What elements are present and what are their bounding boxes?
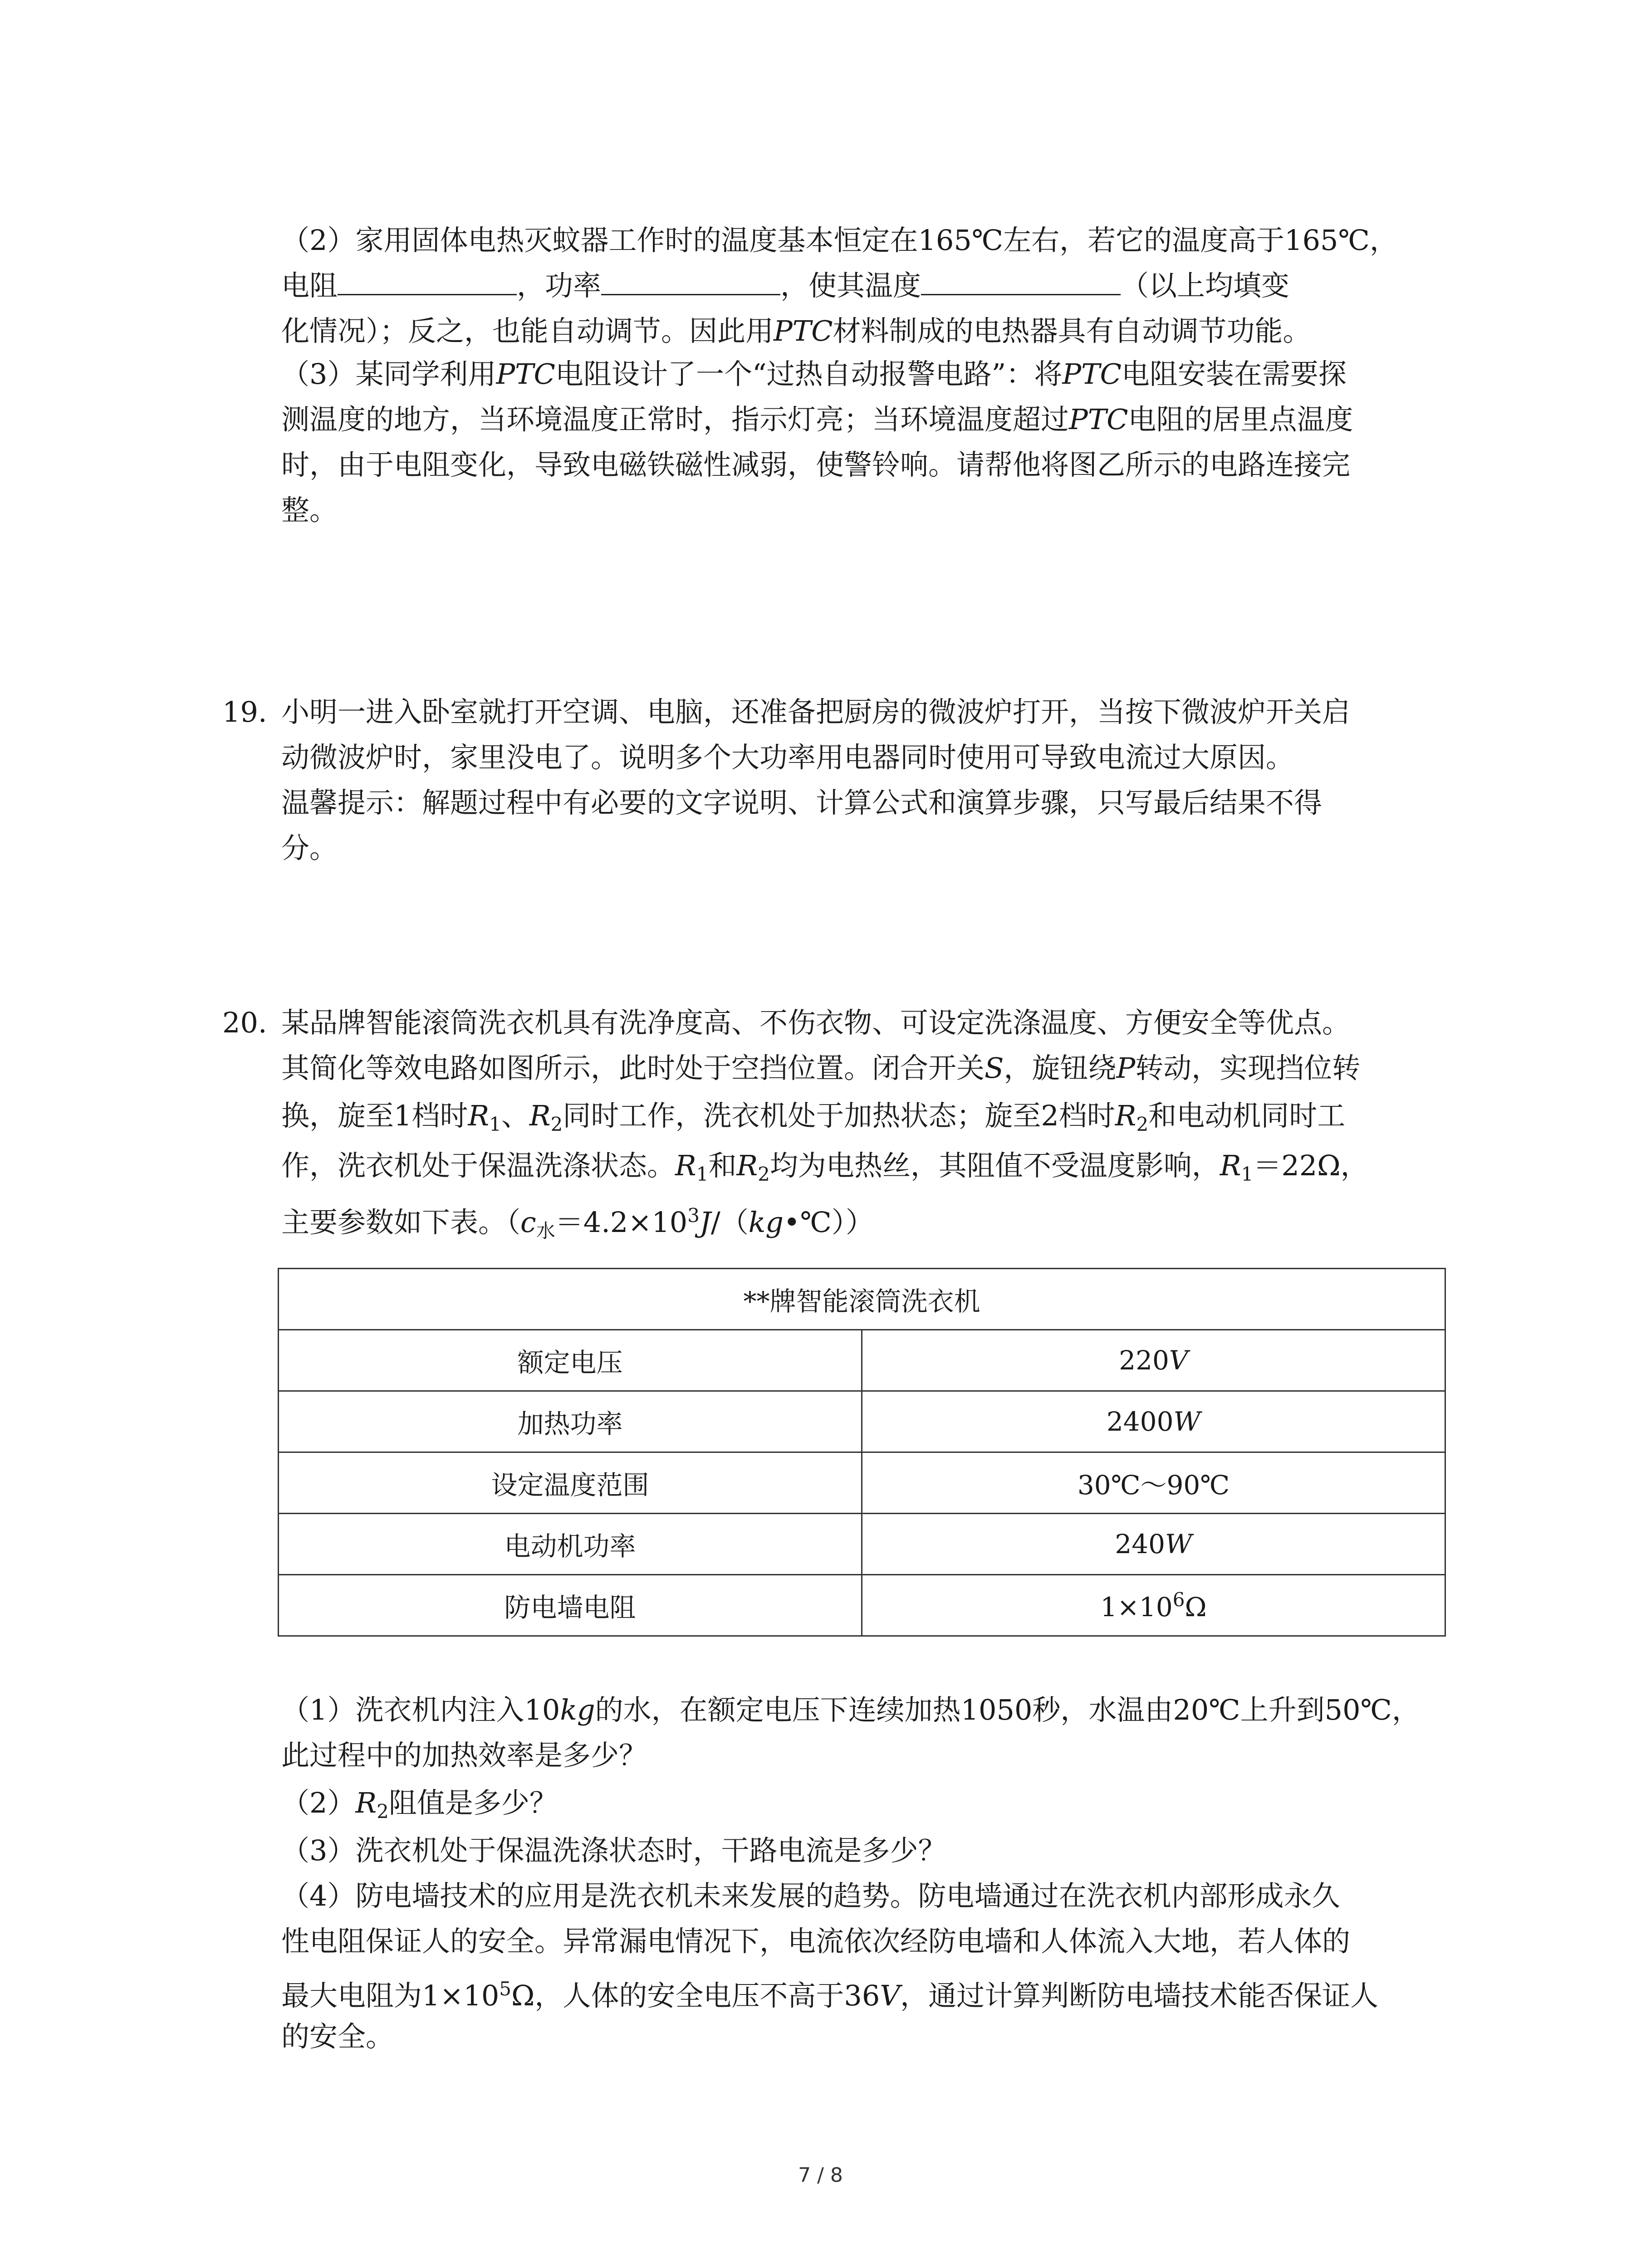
table-cell-label: 额定电压 bbox=[279, 1330, 862, 1391]
table-cell-value: $1\times 10^6\Omega$ bbox=[862, 1575, 1445, 1636]
q20-line4: 作，洗衣机处于保温洗涤状态。$R_1$和$R_2$均为电热丝，其阻值不受温度影响，$R_1=22\Omega$， bbox=[281, 1149, 1369, 1185]
q20-sub2: $(2)R_2$阻值是多少？ bbox=[281, 1786, 558, 1823]
q18-part2-line3: 化情况）；反之，也能自动调节。因此用PTC材料制成的电热器具有自动调节功能。 bbox=[281, 314, 1311, 347]
table-cell-label: 防电墙电阻 bbox=[279, 1575, 862, 1636]
table-row bbox=[279, 1330, 1445, 1391]
q18-part3-line2: 测温度的地方，当环境温度正常时，指示灯亮；当环境温度超过PTC电阻的居里点温度 bbox=[281, 403, 1353, 436]
q19-line2: 动微波炉时，家里没电了。说明多个大功率用电器同时使用可导致电流过大原因。 bbox=[281, 741, 1294, 774]
table-cell-label: 设定温度范围 bbox=[279, 1452, 862, 1514]
blank-resistance[interactable] bbox=[338, 264, 517, 295]
q18-part2-line2: 电阻 ，功率 ，使其温度 （以上均填变 bbox=[281, 263, 1452, 308]
table-row bbox=[279, 1514, 1445, 1575]
q20-sub4-line4: 的安全。 bbox=[281, 2020, 394, 2053]
q20-sub4-line2: 性电阻保证人的安全。异常漏电情况下，电流依次经防电墙和人体流入大地，若人体的 bbox=[281, 1925, 1351, 1958]
q20-sub4-line3: 最大电阻为$1\times 10^5\Omega$，人体的安全电压不高于36V，通过计算判断防电墙技术能否保证人 bbox=[281, 1978, 1379, 2012]
q20-number: 20. bbox=[222, 1006, 267, 1039]
table-cell-value: 2400W bbox=[862, 1391, 1445, 1452]
table-row bbox=[279, 1391, 1445, 1452]
q20-sub1-line1: （1）洗衣机内注入10kg的水，在额定电压下连续加热1050秒，水温由20℃上升到50℃， bbox=[281, 1693, 1420, 1726]
blank-power[interactable] bbox=[601, 264, 780, 295]
q19-hint-line2: 分。 bbox=[281, 831, 338, 865]
table-cell-value: 30℃～90℃ bbox=[862, 1452, 1445, 1514]
table-title: **牌智能滚筒洗衣机 bbox=[279, 1269, 1445, 1330]
q20-sub4-line1: （4）防电墙技术的应用是洗衣机未来发展的趋势。防电墙通过在洗衣机内部形成永久 bbox=[281, 1879, 1340, 1912]
table-row bbox=[279, 1575, 1445, 1636]
q20-line2: 其简化等效电路如图所示，此时处于空挡位置。闭合开关S，旋钮绕P转动，实现挡位转 bbox=[281, 1051, 1361, 1085]
q20-line1: 某品牌智能滚筒洗衣机具有洗净度高、不伤衣物、可设定洗涤温度、方便安全等优点。 bbox=[281, 1006, 1351, 1039]
q20-sub3: （3）洗衣机处于保温洗涤状态时，干路电流是多少？ bbox=[281, 1834, 946, 1867]
parameter-table bbox=[278, 1268, 1446, 1637]
table-cell-label: 加热功率 bbox=[279, 1391, 862, 1452]
q20-sub1-line2: 此过程中的加热效率是多少？ bbox=[281, 1739, 647, 1772]
q18-part3-line1: （3）某同学利用PTC电阻设计了一个“过热自动报警电路”：将PTC电阻安装在需要探 bbox=[281, 357, 1347, 391]
q19-number: 19. bbox=[222, 695, 267, 728]
q18-part3-line4: 整。 bbox=[281, 494, 338, 527]
q20-line5: 主要参数如下表。$(c_水=4.2\times 10^3J/(kg•℃))$ bbox=[281, 1204, 874, 1242]
page-number: 7 / 8 bbox=[798, 2164, 843, 2187]
q19-hint-line1: 温馨提示：解题过程中有必要的文字说明、计算公式和演算步骤，只写最后结果不得 bbox=[281, 786, 1323, 819]
table-cell-label: 电动机功率 bbox=[279, 1514, 862, 1575]
q19-line1: 小明一进入卧室就打开空调、电脑，还准备把厨房的微波炉打开，当按下微波炉开关启 bbox=[281, 695, 1351, 728]
blank-temperature[interactable] bbox=[921, 264, 1121, 295]
table-cell-value: 240W bbox=[862, 1514, 1445, 1575]
table-title-row bbox=[279, 1269, 1445, 1330]
table-row bbox=[279, 1452, 1445, 1514]
q18-part2-line1: （2）家用固体电热灭蚊器工作时的温度基本恒定在165℃左右，若它的温度高于165℃， bbox=[281, 224, 1398, 257]
table-cell-value: 220V bbox=[862, 1330, 1445, 1391]
q20-line3: 换，旋至1档时$R_1$、$R_2$同时工作，洗衣机处于加热状态；旋至2档时$R_2$和电动机同时工 bbox=[281, 1099, 1346, 1135]
q18-part3-line3: 时，由于电阻变化，导致电磁铁磁性减弱，使警铃响。请帮他将图乙所示的电路连接完 bbox=[281, 448, 1351, 481]
